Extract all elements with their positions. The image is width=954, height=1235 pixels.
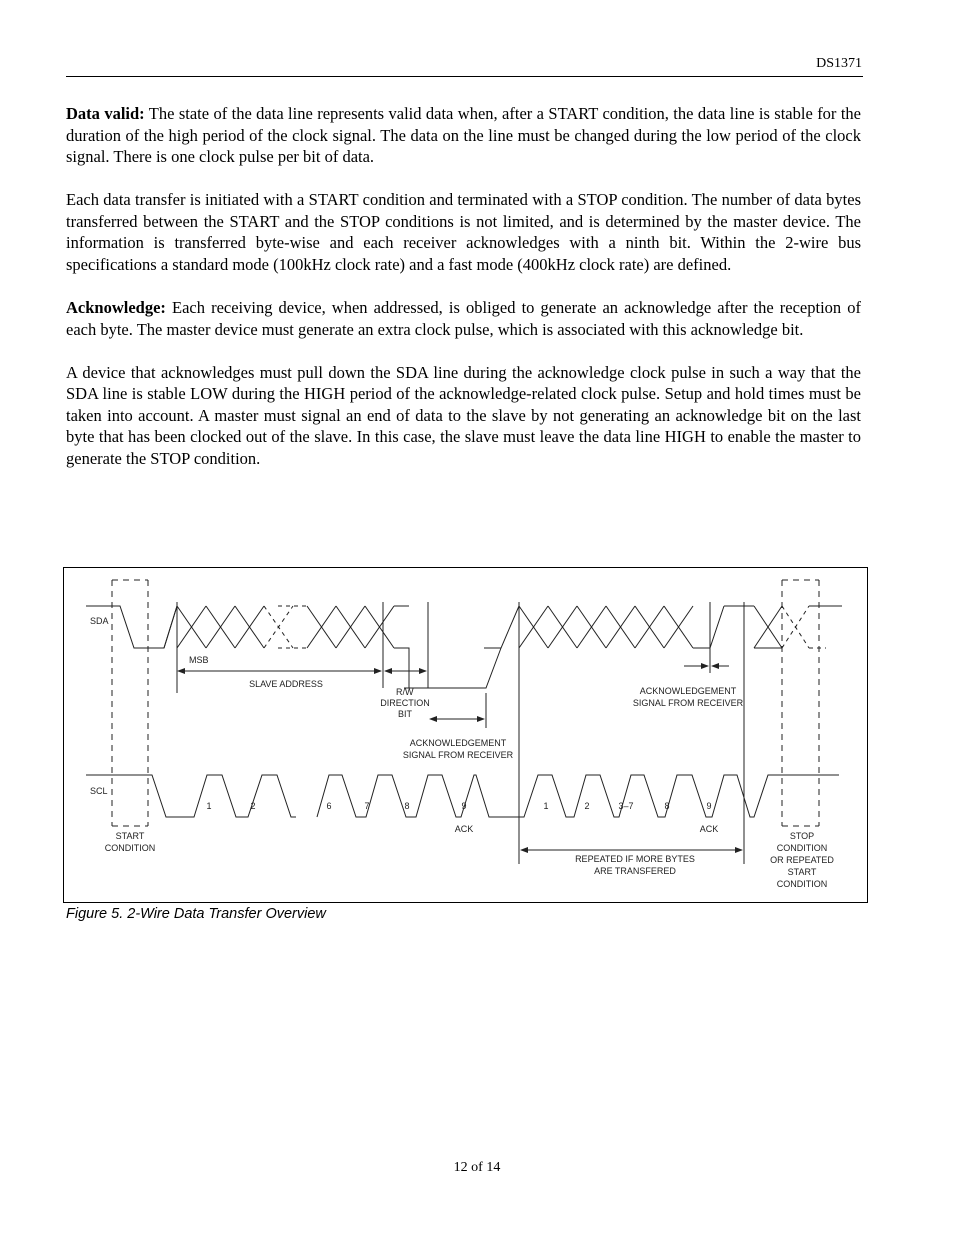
body-text bbox=[66, 103, 861, 491]
timing-diagram-figure bbox=[63, 567, 868, 903]
paragraph-lead: Data valid: bbox=[66, 104, 145, 123]
paragraph-data-transfer bbox=[66, 189, 861, 275]
ack-label-2: ACK bbox=[699, 824, 719, 834]
paragraph-text: A device that acknowledges must pull down the SDA line during the acknowledge clock pulse in such a way that the SDA line is stable LOW during the HIGH period of the acknowledge-related clock pulse. Setup and hold times must be taken into account. A master must signal an end of data to the slave by not generating an acknowledge bit on the last byte that has been clocked out of the slave. In this case, the slave must leave the data line HIGH to enable the master to generate the STOP condition. bbox=[66, 362, 861, 468]
clock-number: 9 bbox=[461, 801, 467, 811]
figure-caption: Figure 5. 2-Wire Data Transfer Overview bbox=[66, 906, 326, 922]
header-rule bbox=[66, 76, 863, 77]
start-condition-box bbox=[112, 580, 148, 826]
sda-waveform bbox=[86, 606, 842, 688]
paragraph-ack-device bbox=[66, 362, 861, 470]
rw-label-r: R/ bbox=[396, 687, 405, 697]
repeated-label-line1: REPEATED IF MORE BYTES bbox=[575, 854, 695, 864]
ack-signal-2-line1: ACKNOWLEDGEMENT bbox=[639, 686, 737, 696]
stop-label-line2: CONDITION bbox=[776, 843, 828, 853]
page-header-doc-id: DS1371 bbox=[816, 56, 862, 71]
stop-label-line5: CONDITION bbox=[776, 879, 828, 889]
clock-number: 7 bbox=[364, 801, 370, 811]
paragraph-data-valid bbox=[66, 103, 861, 168]
slave-address-label: SLAVE ADDRESS bbox=[249, 679, 323, 689]
stop-label-line1: STOP bbox=[789, 831, 815, 841]
ack-signal-1-line1: ACKNOWLEDGEMENT bbox=[409, 738, 507, 748]
stop-label-line3: OR REPEATED bbox=[770, 855, 834, 865]
page-number: 12 of 14 bbox=[453, 1160, 501, 1175]
sda-label: SDA bbox=[90, 616, 109, 626]
paragraph-text: Each data transfer is initiated with a START condition and terminated with a STOP condition. The number of data bytes transferred between the START and the STOP conditions is not limited, and is determined by the master device. The information is transferred byte-wise and each receiver acknowledges with a ninth bit. Within the 2-wire bus specifications a standard mode (100kHz clock rate) and a fast mode (400kHz clock rate) are defined. bbox=[66, 190, 861, 274]
rw-label-w: W bbox=[405, 687, 414, 697]
scl-label: SCL bbox=[90, 786, 108, 796]
clock-number: 2 bbox=[250, 801, 256, 811]
msb-label: MSB bbox=[189, 655, 209, 665]
clock-number: 3–7 bbox=[618, 801, 634, 811]
start-label-line1: START bbox=[115, 831, 145, 841]
stop-condition-box bbox=[782, 580, 819, 826]
clock-number: 8 bbox=[664, 801, 670, 811]
paragraph-lead: Acknowledge: bbox=[66, 297, 166, 317]
paragraph-text: The state of the data line represents valid data when, after a START condition, the data line is stable for the duration of the high period of the clock signal. The data on the line must be changed during the low period of the clock signal. There is one clock pulse per bit of data. bbox=[66, 104, 861, 167]
paragraph-text: Each receiving device, when addressed, is obliged to generate an acknowledge after the reception of each byte. The master device must generate an extra clock pulse, which is associated with this acknowledge bit. bbox=[66, 297, 861, 339]
repeated-label-line2: ARE TRANSFERED bbox=[594, 866, 676, 876]
clock-number: 6 bbox=[326, 801, 332, 811]
clock-number: 1 bbox=[543, 801, 549, 811]
stop-label-line4: START bbox=[787, 867, 817, 877]
clock-number: 2 bbox=[584, 801, 590, 811]
paragraph-acknowledge bbox=[66, 297, 861, 340]
clock-number: 8 bbox=[404, 801, 410, 811]
clock-number: 1 bbox=[206, 801, 212, 811]
ack-signal-1-line2: SIGNAL FROM RECEIVER bbox=[402, 750, 514, 760]
clock-number: 9 bbox=[706, 801, 712, 811]
direction-label: DIRECTION bbox=[380, 698, 430, 708]
bit-label: BIT bbox=[397, 709, 413, 719]
ack-label-1: ACK bbox=[454, 824, 474, 834]
ack-signal-2-line2: SIGNAL FROM RECEIVER bbox=[632, 698, 744, 708]
timing-diagram bbox=[64, 568, 869, 904]
start-label-line2: CONDITION bbox=[104, 843, 156, 853]
